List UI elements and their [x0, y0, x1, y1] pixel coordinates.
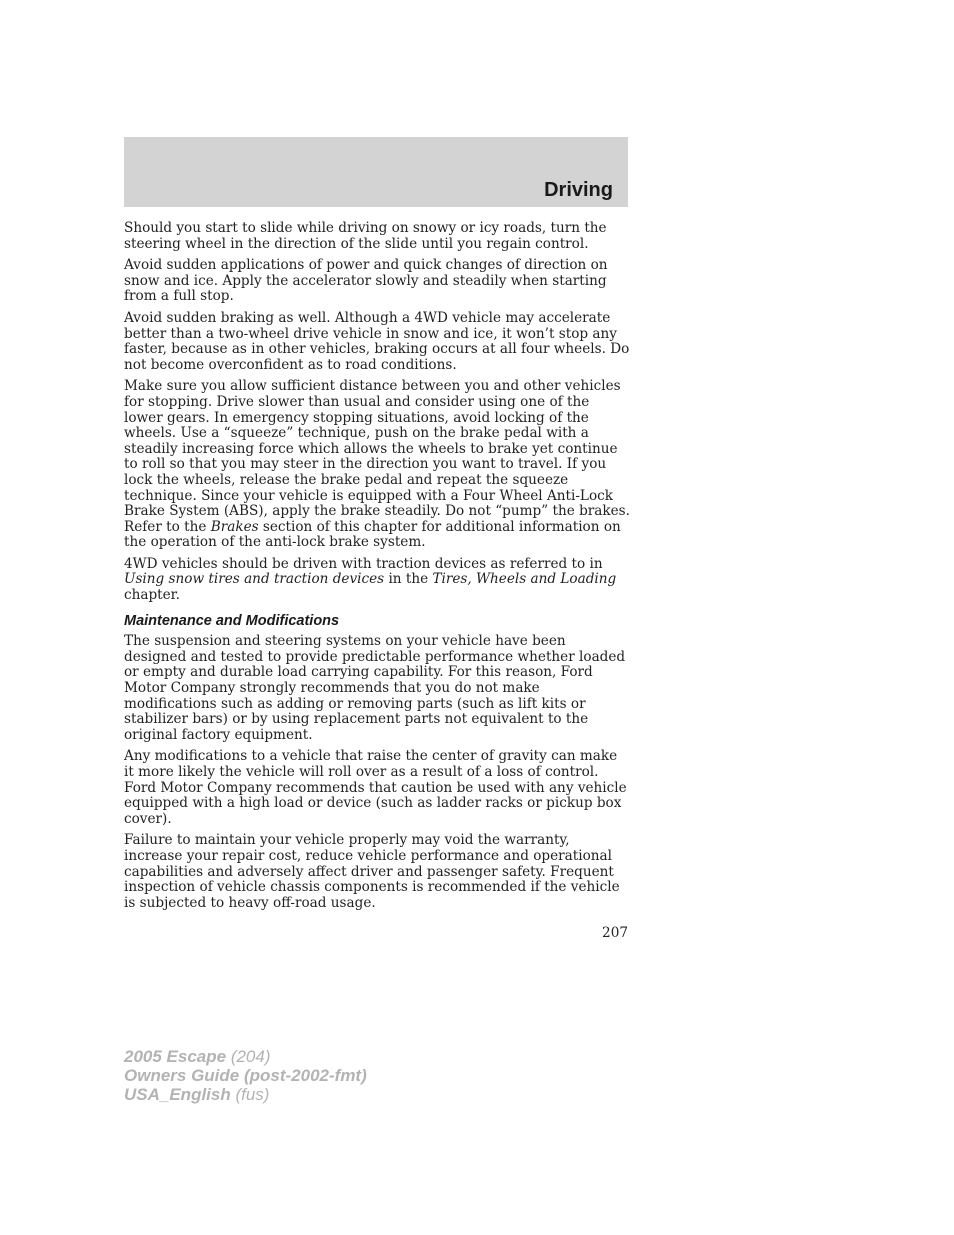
text-run: chapter.: [124, 587, 181, 604]
footer-language: USA_English: [124, 1085, 231, 1104]
text-run: Make sure you allow sufficient distance between you and other vehicles for stopping. Drive slower than usual and consider using one of the lower gears. In emergency stopping situations, avoid locking of the wheels. Use a “squeeze” technique, push on the brake pedal with a steadily increasing force which allows the wheels to brake yet continue to roll so that you may steer in the direction you want to travel. If you lock the wheels, release the brake pedal and repeat the squeeze technique. Since your vehicle is equipped with a Four Wheel Anti-Lock Brake System (ABS), apply the brake steadily. Do not “pump” the brakes. Refer to the: [124, 378, 630, 535]
footer-line-language: [124, 1085, 367, 1104]
text-run: in the: [384, 571, 433, 588]
paragraph-center-of-gravity: Any modifications to a vehicle that raise the center of gravity can make it more likely the vehicle will roll over as a result of a loss of control. Ford Motor Company recommends that caution be used with any vehicle equipped with a high load or device (such as ladder racks or pickup box cover).: [124, 748, 627, 827]
paragraph-traction-devices: [124, 557, 630, 604]
paragraph-suspension: The suspension and steering systems on your vehicle have been designed and tested to provide predictable performance whether loaded or empty and durable load carrying capability. For this reason, Ford Motor Company strongly recommends that you do not make modifications such as adding or removing parts (such as lift kits or stabilizer bars) or by using replacement parts not equivalent to the original factory equipment.: [124, 633, 626, 743]
footer-model-code: (204): [226, 1047, 271, 1066]
tires-chapter-reference: Tires, Wheels and Loading: [432, 571, 617, 588]
footer-language-code: (fus): [230, 1085, 270, 1104]
paragraph-sudden-power: Avoid sudden applications of power and quick changes of direction on snow and ice. Apply the accelerator slowly and steadily when starting from a full stop.: [124, 257, 608, 305]
footer-model: 2005 Escape: [124, 1047, 227, 1066]
footer-line-guide: [124, 1066, 367, 1085]
traction-devices-reference: Using snow tires and traction devices: [124, 571, 385, 588]
section-title: Driving: [544, 179, 613, 201]
page-body: [124, 221, 630, 917]
text-run: 4WD vehicles should be driven with traction devices as referred to in: [124, 555, 603, 572]
paragraph-maintenance-failure: Failure to maintain your vehicle properly may void the warranty, increase your repair cost, reduce vehicle performance and operational capabilities and adversely affect driver and passenger safety. Frequent inspection of vehicle chassis components is recommended if the vehicle is subjected to heavy off-road usage.: [124, 832, 620, 911]
paragraph-slide-control: Should you start to slide while driving on snowy or icy roads, turn the steering wheel in the direction of the slide until you regain control.: [124, 220, 607, 252]
subheading-maintenance: Maintenance and Modifications: [124, 612, 340, 629]
page-number: 207: [602, 925, 628, 941]
paragraph-stopping-distance: [124, 379, 630, 551]
section-header-band: [124, 137, 628, 207]
brakes-reference: Brakes: [210, 518, 259, 535]
text-run: section of this chapter for additional information on the operation of the anti-lock brake system.: [124, 518, 621, 551]
footer-guide: Owners Guide (post-2002-fmt): [124, 1066, 367, 1085]
paragraph-sudden-braking: Avoid sudden braking as well. Although a 4WD vehicle may accelerate better than a two-wheel drive vehicle in snow and ice, it won’t stop any faster, because as in other vehicles, braking occurs at all four wheels. Do not become overconfident as to road conditions.: [124, 309, 630, 373]
document-footer: [124, 1047, 367, 1104]
footer-line-model: [124, 1047, 367, 1066]
